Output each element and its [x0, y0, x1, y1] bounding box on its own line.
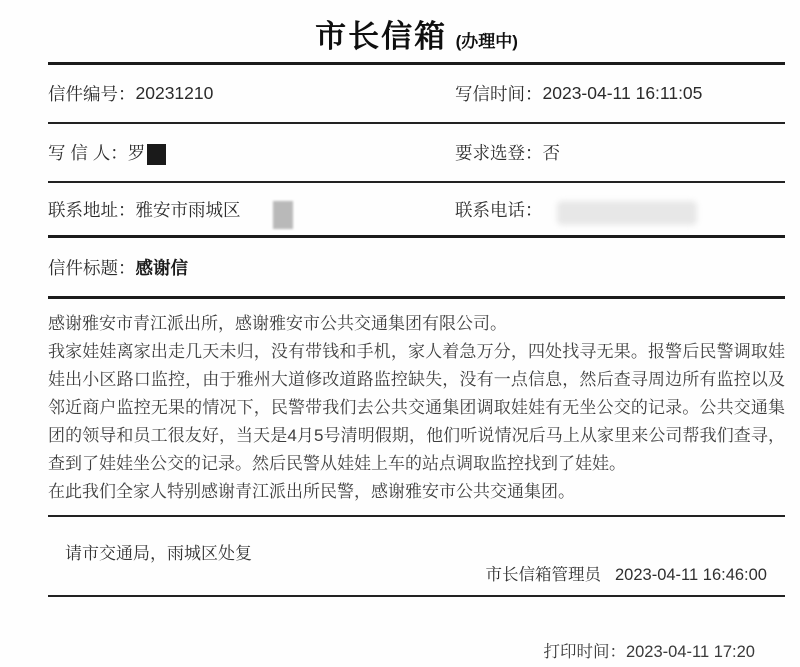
address-redaction-box	[273, 201, 293, 229]
print-time-label: 打印时间：	[543, 643, 626, 661]
routing-instruction: 请市交通局，雨城区处复	[65, 544, 252, 563]
admin-signature	[486, 561, 768, 585]
address-label: 联系地址：	[48, 199, 136, 220]
phone-label: 联系电话：	[455, 199, 543, 220]
body-paragraph: 感谢雅安市青江派出所，感谢雅安市公共交通集团有限公司。	[48, 314, 507, 333]
row-subject	[48, 238, 785, 296]
write-time-value: 2023-04-11 16:11:05	[542, 83, 703, 103]
letter-no-label: 信件编号：	[48, 84, 136, 104]
address-value: 雅安市雨城区	[135, 199, 241, 220]
phone-redaction-box	[557, 201, 697, 225]
field-subject	[48, 255, 455, 280]
field-write-time	[455, 81, 785, 106]
row-address-and-phone	[48, 183, 785, 235]
letter-body	[48, 299, 785, 515]
letter-no-value: 20231210	[135, 83, 214, 103]
processing-status-badge: (办理中)	[455, 32, 518, 51]
page-title	[48, 0, 785, 62]
publish-request-value: 否	[542, 143, 560, 163]
row-writer-and-publish	[48, 124, 785, 181]
writer-redaction-box	[147, 144, 166, 165]
publish-request-label: 要求选登：	[455, 143, 543, 163]
subject-label: 信件标题：	[48, 257, 136, 278]
writer-label: 写 信 人：	[48, 143, 128, 163]
body-paragraph: 我家娃娃离家出走几天未归，没有带钱和手机，家人着急万分，四处找寻无果。报警后民警调取娃娃出小区路口监控，由于雅州大道修改道路监控缺失，没有一点信息，然后查寻周边所有监控以及邻近商户监控无果的情况下，民警带我们去公共交通集团调取娃娃有无坐公交的记录。公共交通集团的领导和员工很友好，当天是4月5号清明假期，他们听说情况后马上从家里来公司帮我们查寻，查到了娃娃坐公交的记录。然后民警从娃娃上车的站点调取监控找到了娃娃。	[48, 342, 785, 473]
reply-block	[48, 517, 785, 595]
letter-document	[48, 0, 785, 667]
subject-value: 感谢信	[135, 257, 188, 278]
field-publish-request	[455, 140, 785, 165]
field-writer	[48, 140, 455, 165]
admin-signer-name: 市长信箱管理员	[485, 566, 601, 584]
row-letter-no-and-time	[48, 65, 785, 122]
admin-sign-time: 2023-04-11 16:46:00	[615, 566, 767, 584]
divider-above-footer	[48, 595, 785, 597]
body-paragraph: 在此我们全家人特别感谢青江派出所民警，感谢雅安市公共交通集团。	[48, 482, 575, 501]
field-phone	[455, 197, 785, 222]
field-address	[48, 195, 455, 223]
field-letter-no	[48, 81, 455, 106]
writer-value: 罗	[127, 143, 146, 163]
print-time-line	[48, 619, 785, 667]
page-title-text: 市长信箱	[315, 19, 448, 54]
write-time-label: 写信时间：	[455, 84, 543, 104]
print-time-value: 2023-04-11 17:20	[625, 643, 755, 661]
